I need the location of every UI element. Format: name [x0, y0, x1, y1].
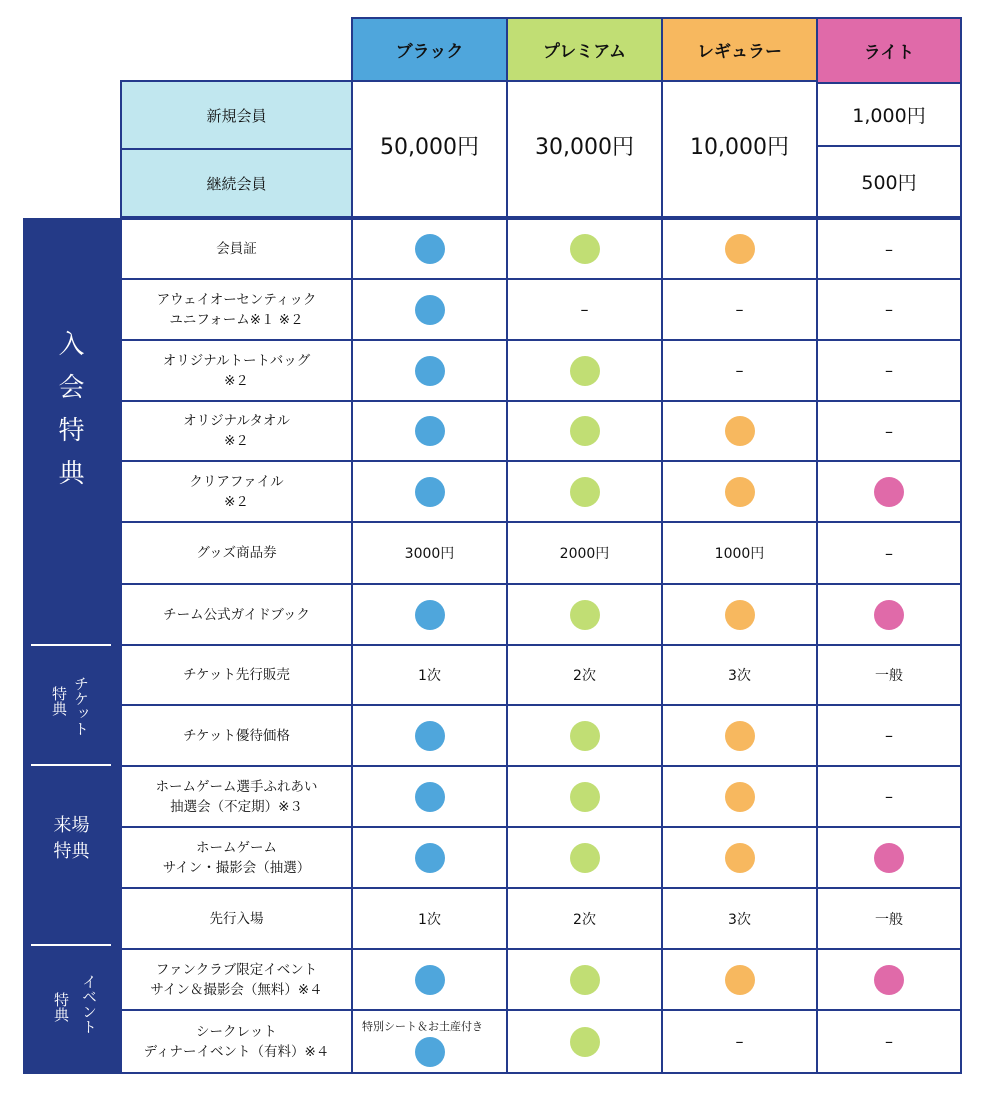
included-dot	[415, 782, 445, 812]
benefit-cell	[351, 460, 508, 523]
not-included-dash: –	[735, 361, 744, 380]
section-join-benefits	[23, 324, 120, 496]
section-ticket-label-bottom: 特典	[50, 686, 68, 716]
included-dot	[725, 477, 755, 507]
benefit-cell	[506, 1009, 663, 1074]
benefit-cell	[816, 1009, 962, 1074]
section-visit-label-top: 来場	[53, 815, 90, 836]
included-dot	[874, 965, 904, 995]
included-dot	[570, 600, 600, 630]
benefit-row-label: チケット優待価格	[120, 704, 353, 767]
benefit-cell	[816, 765, 962, 828]
benefit-cell	[816, 278, 962, 341]
benefit-cell	[351, 339, 508, 402]
benefit-category-sidebar	[23, 218, 120, 1074]
benefit-row-label: クリアファイル ※２	[120, 460, 353, 523]
section-ticket-label-top: チケット	[72, 676, 90, 736]
benefit-value: 2000円	[559, 546, 610, 562]
not-included-dash: –	[885, 726, 893, 745]
benefit-cell	[351, 948, 508, 1011]
benefit-cell	[506, 400, 663, 462]
benefit-cell	[351, 644, 508, 706]
benefit-value: 2次	[573, 911, 596, 928]
benefit-row-label: ファンクラブ限定イベント サイン＆撮影会（無料）※４	[120, 948, 353, 1011]
benefit-cell	[661, 765, 818, 828]
benefit-cell	[506, 644, 663, 706]
not-included-dash: –	[580, 300, 589, 319]
benefit-cell	[351, 765, 508, 828]
included-dot	[415, 477, 445, 507]
not-included-dash: –	[885, 543, 893, 563]
plan-name: ライト	[863, 43, 915, 63]
renew-member-label: 継続会員	[120, 148, 353, 218]
benefit-value: 3次	[728, 668, 751, 684]
included-dot	[874, 843, 904, 873]
plan-name: ブラック	[395, 42, 464, 62]
included-dot	[570, 843, 600, 873]
included-dot	[415, 356, 445, 386]
new-member-label: 新規会員	[120, 80, 353, 150]
benefit-cell	[661, 400, 818, 462]
benefit-cell	[506, 460, 663, 523]
plan-header-premium	[506, 17, 663, 82]
benefit-cell	[816, 583, 962, 646]
included-dot	[570, 1027, 600, 1057]
included-dot	[874, 477, 904, 507]
included-dot	[415, 1037, 445, 1067]
benefit-cell	[351, 887, 508, 950]
benefit-cell	[661, 521, 818, 585]
included-dot	[725, 782, 755, 812]
price-light-renew: 500円	[816, 145, 962, 218]
benefit-cell	[661, 948, 818, 1011]
included-dot	[415, 721, 445, 751]
benefit-row-label: オリジナルトートバッグ ※２	[120, 339, 353, 402]
not-included-dash: –	[885, 421, 893, 441]
included-dot	[725, 843, 755, 873]
benefit-row-label: 先行入場	[120, 887, 353, 950]
section-divider	[31, 764, 111, 766]
included-dot	[725, 234, 755, 264]
included-dot	[874, 600, 904, 630]
benefit-row-label: チケット先行販売	[120, 644, 353, 706]
benefit-cell	[506, 826, 663, 889]
benefit-cell	[351, 400, 508, 462]
plan-name: レギュラー	[697, 42, 782, 62]
included-dot	[570, 965, 600, 995]
included-dot	[570, 782, 600, 812]
included-dot	[725, 416, 755, 446]
benefit-value: 1次	[418, 911, 441, 928]
benefit-cell	[351, 218, 508, 280]
benefit-value: 一般	[875, 911, 903, 928]
benefit-cell	[351, 826, 508, 889]
included-dot	[570, 356, 600, 386]
benefit-cell	[506, 765, 663, 828]
section-ticket-benefits	[23, 648, 120, 764]
price-light-new: 1,000円	[816, 82, 962, 147]
plan-header-black	[351, 17, 508, 82]
price-black: 50,000円	[351, 80, 508, 218]
benefit-cell	[816, 521, 962, 585]
included-dot	[725, 721, 755, 751]
included-dot	[570, 234, 600, 264]
benefit-cell	[661, 1009, 818, 1074]
benefit-value: 3次	[728, 911, 751, 928]
benefit-cell	[661, 826, 818, 889]
section-join-label: 入 会 特 典	[58, 330, 85, 489]
benefit-value: 1000円	[714, 546, 765, 562]
included-dot	[415, 600, 445, 630]
not-included-dash: –	[885, 239, 893, 259]
section-visit-benefits	[23, 813, 120, 865]
benefit-cell	[816, 826, 962, 889]
benefit-cell	[661, 278, 818, 341]
benefit-cell	[506, 948, 663, 1011]
benefit-row-label: オリジナルタオル ※２	[120, 400, 353, 462]
benefit-cell	[506, 887, 663, 950]
benefit-cell	[661, 644, 818, 706]
section-event-label-top: イベント	[80, 974, 98, 1034]
not-included-dash: –	[885, 300, 893, 319]
benefit-row-label: ホームゲーム サイン・撮影会（抽選）	[120, 826, 353, 889]
benefit-cell	[816, 218, 962, 280]
benefit-cell	[351, 704, 508, 767]
benefit-cell	[816, 460, 962, 523]
benefit-row-label: グッズ商品券	[120, 521, 353, 585]
not-included-dash: –	[885, 787, 893, 806]
section-event-benefits	[23, 948, 120, 1074]
benefit-value: 1次	[418, 668, 441, 684]
section-visit-label-bottom: 特典	[53, 841, 90, 862]
benefit-cell	[506, 521, 663, 585]
benefit-cell	[816, 887, 962, 950]
included-dot	[725, 600, 755, 630]
benefit-cell	[506, 278, 663, 341]
included-dot	[415, 295, 445, 325]
included-dot	[570, 477, 600, 507]
section-event-label-bottom: 特典	[52, 992, 70, 1022]
benefit-value: 2次	[573, 668, 596, 684]
benefit-row-label: 会員証	[120, 218, 353, 280]
special-seat-note: 特別シート＆お土産付き	[362, 1020, 483, 1033]
benefit-cell	[661, 218, 818, 280]
benefit-cell	[661, 339, 818, 402]
benefit-cell	[506, 704, 663, 767]
benefit-cell	[661, 887, 818, 950]
benefit-row-label: チーム公式ガイドブック	[120, 583, 353, 646]
benefit-cell	[506, 583, 663, 646]
benefit-cell	[816, 948, 962, 1011]
benefit-cell	[816, 339, 962, 402]
price-regular: 10,000円	[661, 80, 818, 218]
price-premium: 30,000円	[506, 80, 663, 218]
plan-name: プレミアム	[542, 42, 627, 62]
not-included-dash: –	[885, 361, 893, 380]
plan-header-light	[816, 17, 962, 84]
benefit-cell	[661, 583, 818, 646]
benefit-cell	[351, 583, 508, 646]
benefit-row-label: アウェイオーセンティック ユニフォーム※１ ※２	[120, 278, 353, 341]
benefit-row-label: シークレット ディナーイベント（有料）※４	[120, 1009, 353, 1074]
section-divider	[31, 944, 111, 946]
included-dot	[570, 416, 600, 446]
included-dot	[725, 965, 755, 995]
benefit-cell	[816, 400, 962, 462]
benefit-row-label: ホームゲーム選手ふれあい 抽選会（不定期）※３	[120, 765, 353, 828]
benefit-value: 一般	[875, 668, 903, 684]
included-dot	[415, 965, 445, 995]
plan-header-regular	[661, 17, 818, 82]
included-dot	[415, 843, 445, 873]
benefit-cell	[506, 218, 663, 280]
section-divider	[31, 644, 111, 646]
not-included-dash: –	[735, 300, 744, 319]
benefit-cell	[661, 704, 818, 767]
benefit-cell	[816, 704, 962, 767]
benefit-cell	[351, 521, 508, 585]
benefit-cell	[351, 278, 508, 341]
benefit-cell	[661, 460, 818, 523]
included-dot	[415, 234, 445, 264]
included-dot	[570, 721, 600, 751]
benefit-cell	[816, 644, 962, 706]
not-included-dash: –	[735, 1032, 744, 1051]
included-dot	[415, 416, 445, 446]
benefit-cell	[506, 339, 663, 402]
benefit-value: 3000円	[404, 546, 455, 562]
not-included-dash: –	[885, 1032, 893, 1051]
